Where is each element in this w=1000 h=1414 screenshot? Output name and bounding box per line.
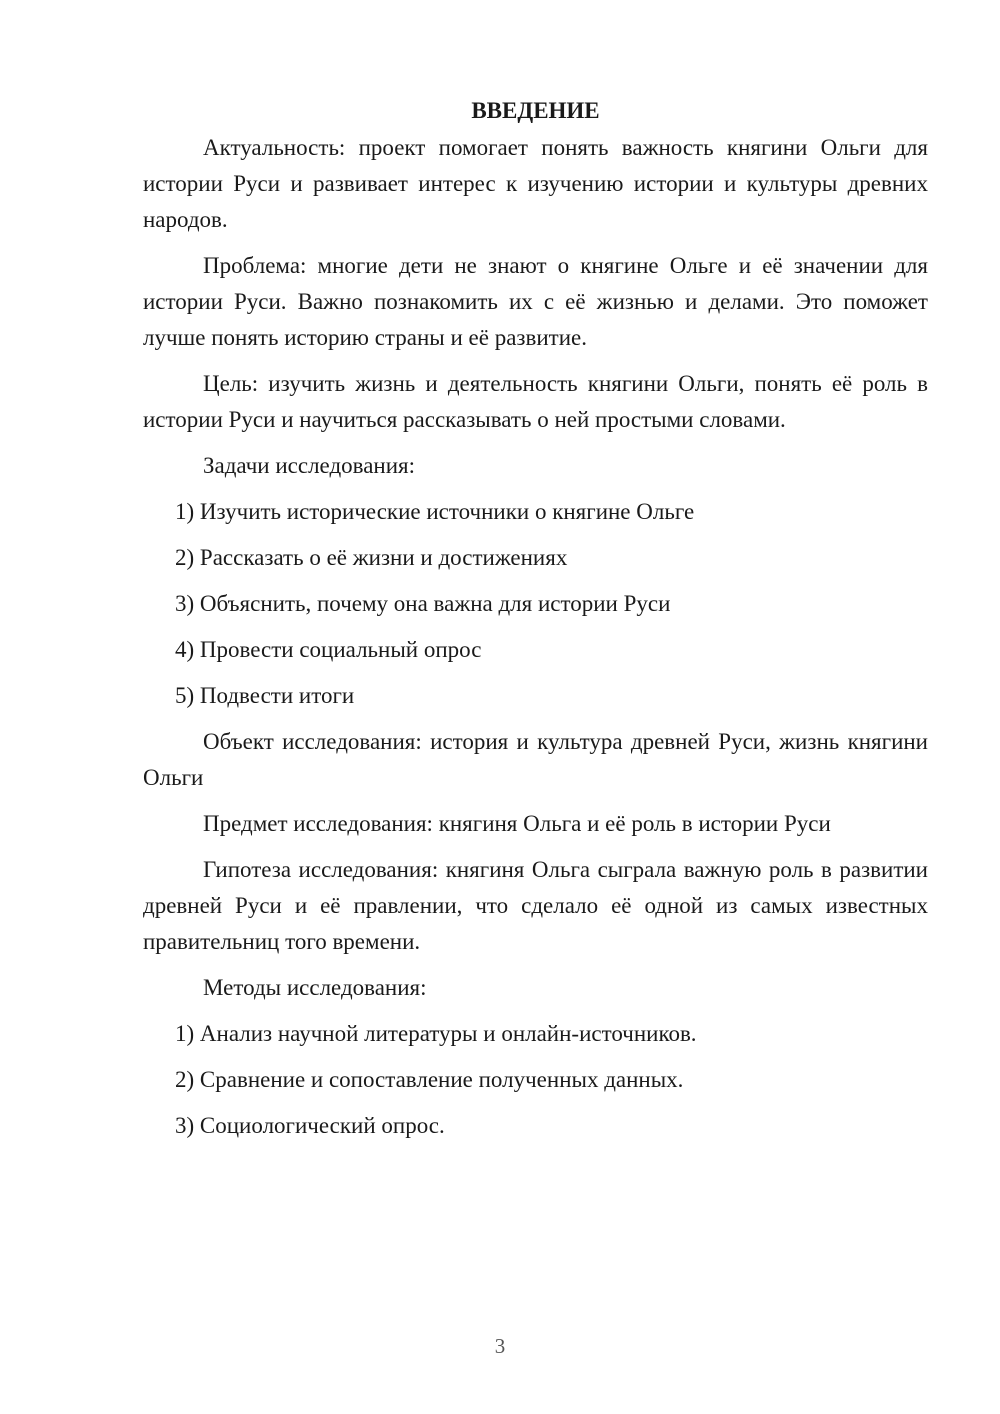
subject-paragraph: Предмет исследования: княгиня Ольга и её роль в истории Руси [203, 811, 831, 836]
document-page [143, 96, 928, 1154]
page-number: 3 [494, 1334, 506, 1358]
list-item: 2) Рассказать о её жизни и достижениях [175, 545, 568, 570]
list-item: 1) Анализ научной литературы и онлайн-источников. [175, 1021, 697, 1046]
object-paragraph: Объект исследования: история и культура древней Руси, жизнь княгини Ольги [143, 729, 928, 790]
problem-paragraph: Проблема: многие дети не знают о княгине Ольге и её значении для истории Руси. Важно познакомить их с её жизнью и делами. Это поможет лучше понять историю страны и её развитие. [143, 253, 928, 350]
page-title: ВВЕДЕНИЕ [471, 98, 600, 123]
methods-heading: Методы исследования: [203, 975, 427, 1000]
list-item: 1) Изучить исторические источники о княгине Ольге [175, 499, 695, 524]
tasks-heading: Задачи исследования: [203, 453, 416, 478]
list-item: 3) Социологический опрос. [175, 1113, 445, 1138]
list-item: 4) Провести социальный опрос [175, 637, 482, 662]
goal-paragraph: Цель: изучить жизнь и деятельность княгини Ольги, понять её роль в истории Руси и научиться рассказывать о ней простыми словами. [143, 371, 928, 432]
tasks-list [143, 494, 928, 714]
relevance-paragraph: Актуальность: проект помогает понять важность княгини Ольги для истории Руси и развивает интерес к изучению истории и культуры древних народов. [143, 135, 928, 232]
hypothesis-paragraph: Гипотеза исследования: княгиня Ольга сыграла важную роль в развитии древней Руси и её правлении, что сделало её одной из самых известных правительниц того времени. [143, 857, 928, 954]
list-item: 3) Объяснить, почему она важна для истории Руси [175, 591, 671, 616]
list-item: 5) Подвести итоги [175, 683, 355, 708]
methods-list [143, 1016, 928, 1144]
list-item: 2) Сравнение и сопоставление полученных данных. [175, 1067, 684, 1092]
